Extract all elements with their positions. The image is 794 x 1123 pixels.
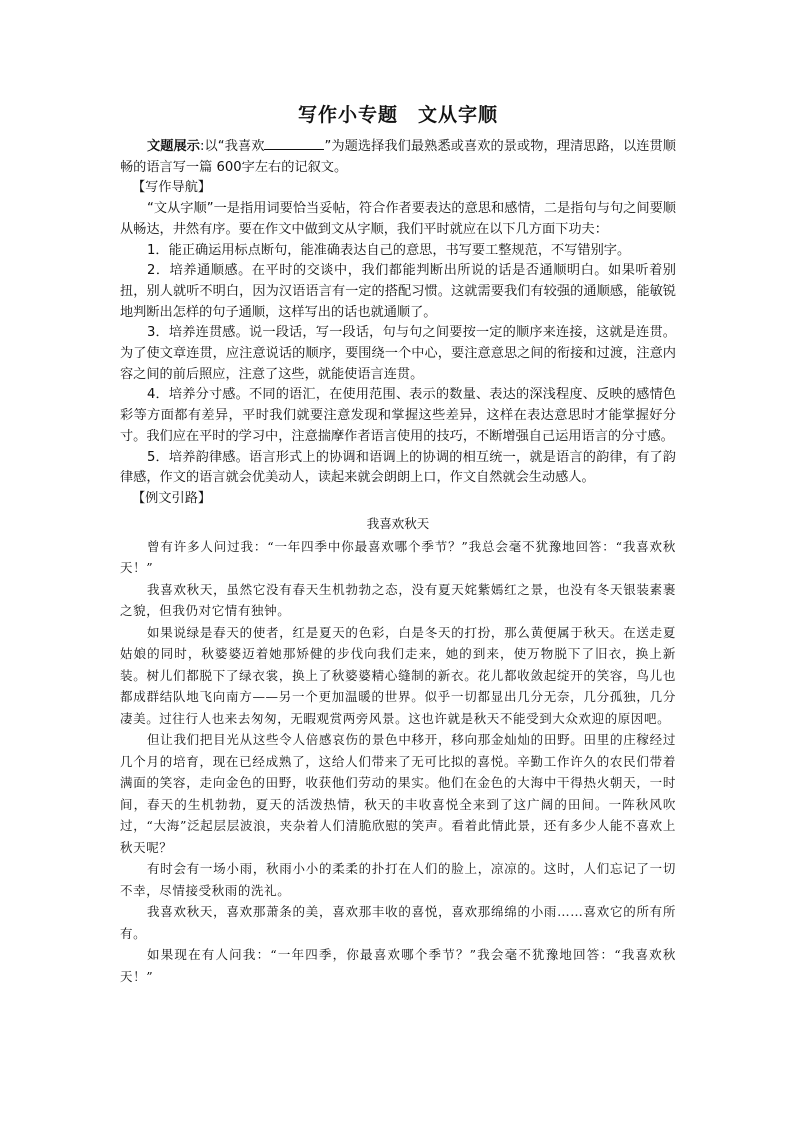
essay-paragraph: 有时会有一场小雨，秋雨小小的柔柔的扑打在人们的脸上，凉凉的。这时，人们忘记了一切不幸，尽情接受秋雨的洗礼。 (120, 861, 676, 898)
prompt-text-before: :以“我喜欢 (200, 139, 265, 154)
guide-point: 3．培养连贯感。说一段话，写一段话，句与句之间要按一定的顺序来连接，这就是连贯。为了使文章连贯，应注意说话的顺序，要围绕一个中心，要注意意思之间的衔接和过渡，注意内容之间的前后照应，注意了这些，就能使语言连贯。 (120, 325, 676, 382)
page-title (120, 100, 676, 127)
essay-paragraph: 我喜欢秋天，虽然它没有春天生机勃勃之态，没有夏天姹紫嫣红之景，也没有冬天银装素裹之貌，但我仍对它情有独钟。 (120, 581, 676, 619)
title-part-1: 写作小专题 (297, 104, 398, 126)
essay-paragraph: 曾有许多人问过我：“一年四季中你最喜欢哪个季节？”我总会毫不犹豫地回答：“我喜欢秋天！” (120, 538, 676, 576)
prompt-text-after: ”为题选择我们最熟悉或喜欢的景或物，理清思路，以连贯顺畅的语言写一篇 600字左右的记叙文。 (120, 139, 676, 175)
essay-paragraph: 但让我们把目光从这些令人倍感哀伤的景色中移开，移向那金灿灿的田野。田里的庄稼经过几个月的培育，现在已经成熟了，这给人们带来了无可比拟的喜悦。辛勤工作许久的农民们带着满面的笑容，走向金色的田野，收获他们劳动的果实。他们在金色的大海中干得热火朝天，一时间，春天的生机勃勃，夏天的活泼热情，秋天的丰收喜悦全来到了这广阔的田间。一阵秋风吹过，“大海”泛起层层波浪，夹杂着人们清脆欣慰的笑声。看着此情此景，还有多少人能不喜欢上秋天呢？ (120, 732, 676, 855)
guide-intro: “文从字顺”一是指用词要恰当妥帖，符合作者要表达的意思和感情，二是指句与句之间要顺从畅达，井然有序。要在作文中做到文从字顺，我们平时就应在以下几方面下功夫： (120, 201, 676, 237)
document-page (120, 100, 676, 987)
essay-paragraph: 如果说绿是春天的使者，红是夏天的色彩，白是冬天的打扮，那么黄便属于秋天。在送走夏姑娘的同时，秋婆婆迈着她那矫健的步伐向我们走来，她的到来，使万物脱下了旧衣，换上新装。树儿们都脱下了绿衣裳，换上了秋婆婆精心缝制的新衣。花儿都收敛起绽开的笑容，鸟儿也都成群结队地飞向南方——另一个更加温暖的世界。似乎一切都显出几分无奈，几分孤独，几分凄美。过往行人也来去匆匆，无暇观赏两旁风景。这也许就是秋天不能受到大众欢迎的原因吧。 (120, 624, 676, 726)
essay-title: 我喜欢秋天 (366, 515, 430, 531)
essay-paragraph: 我喜欢秋天，喜欢那萧条的美，喜欢那丰收的喜悦，喜欢那绵绵的小雨……喜欢它的所有所有。 (120, 904, 676, 941)
guide-point: 2．培养通顺感。在平时的交谈中，我们都能判断出所说的话是否通顺明白。如果听着别扭，别人就听不明白，因为汉语语言有一定的搭配习惯。这就需要我们有较强的通顺感，能敏锐地判断出怎样的句子通顺，这样写出的话也就通顺了。 (120, 263, 676, 320)
prompt-paragraph (120, 137, 676, 178)
prompt-label: 文题展示 (147, 139, 201, 154)
essay-paragraph: 如果现在有人问我：“一年四季，你最喜欢哪个季节？”我会毫不犹豫地回答：“我喜欢秋天！” (120, 947, 676, 984)
guide-heading: 【写作导航】 (132, 180, 212, 196)
title-part-2: 文从字顺 (418, 104, 499, 126)
guide-point: 5．培养韵律感。语言形式上的协调和语调上的协调的相互统一，就是语言的韵律，有了韵律感，作文的语言就会优美动人，读起来就会朗朗上口，作文自然就会生动感人。 (120, 449, 676, 486)
guide-point: 1．能正确运用标点断句，能准确表达自己的意思，书写要工整规范，不写错别字。 (147, 242, 631, 258)
example-heading: 【例文引路】 (132, 490, 212, 506)
guide-point: 4．培养分寸感。不同的语汇，在使用范围、表示的数量、表达的深浅程度、反映的感情色彩等方面都有差异，平时我们就要注意发现和掌握这些差异，这样在表达意思时才能掌握好分寸。我们应在平时的学习中，注意揣摩作者语言使用的技巧，不断增强自己运用语言的分寸感。 (120, 387, 676, 444)
title-blank (264, 137, 324, 150)
